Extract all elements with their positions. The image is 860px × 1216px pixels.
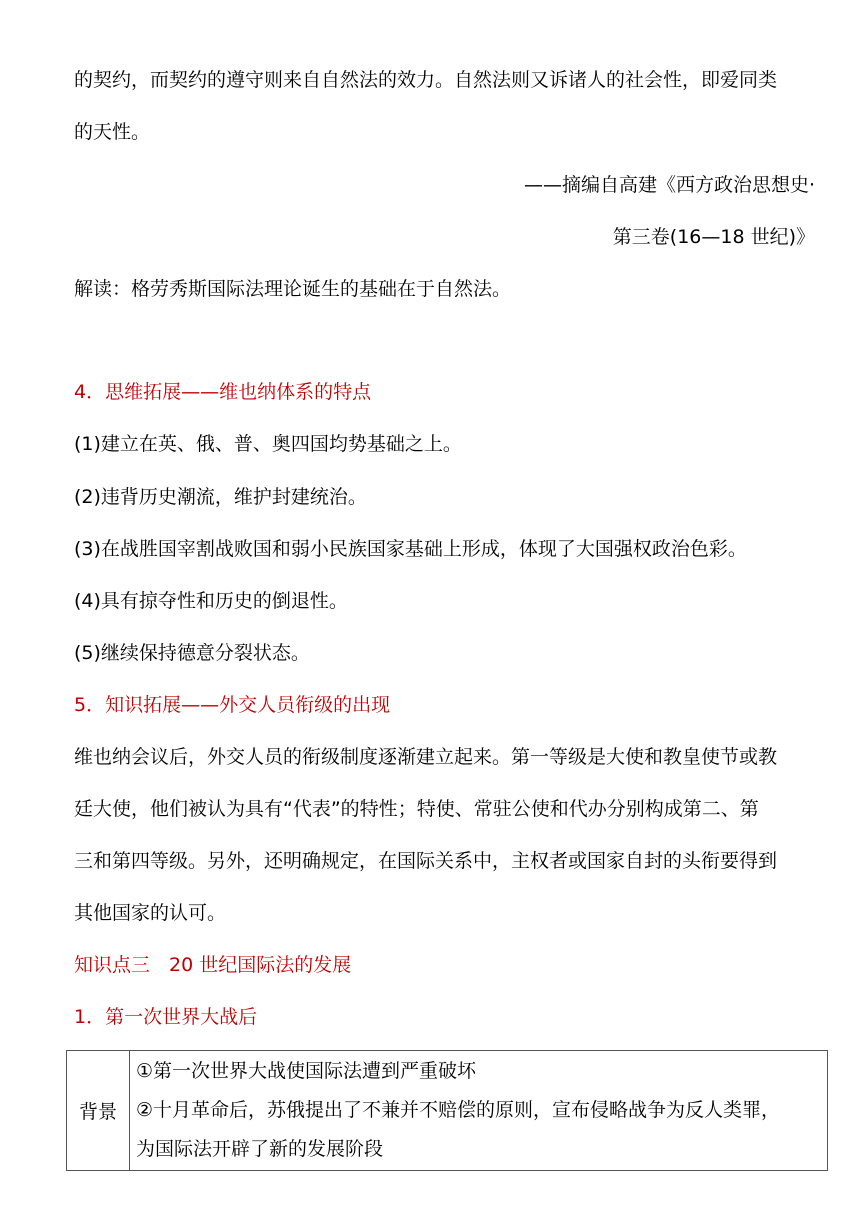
table-content-cell <box>130 1051 828 1171</box>
interpretation-text: 解读：格劳秀斯国际法理论诞生的基础在于自然法。 <box>74 278 512 300</box>
table-label-cell: 背景 <box>67 1051 130 1171</box>
section-4-item: (1)建立在英、俄、普、奥四国均势基础之上。 <box>74 433 462 455</box>
section-5-paragraph-line: 维也纳会议后，外交人员的衔级制度逐渐建立起来。第一等级是大使和教皇使节或教 <box>74 746 778 768</box>
section-5-paragraph-line: 三和第四等级。另外，还明确规定，在国际关系中，主权者或国家自封的头衔要得到 <box>74 850 778 872</box>
background-table <box>66 1050 828 1171</box>
citation-line-2: 第三卷(16—18 世纪)》 <box>612 226 815 248</box>
section-4-item: (5)继续保持德意分裂状态。 <box>74 642 310 664</box>
section-4-heading: 4．思维拓展——维也纳体系的特点 <box>74 381 372 403</box>
section-4-item: (3)在战胜国宰割战败国和弱小民族国家基础上形成，体现了大国强权政治色彩。 <box>74 538 747 560</box>
section-5-heading: 5．知识拓展——外交人员衔级的出现 <box>74 694 391 716</box>
knowledge-point-heading: 知识点三 20 世纪国际法的发展 <box>74 954 352 976</box>
citation-line-1: ——摘编自高建《西方政治思想史· <box>523 174 815 196</box>
section-5-paragraph-line: 其他国家的认可。 <box>74 902 227 924</box>
intro-line-1: 的契约，而契约的遵守则来自自然法的效力。自然法则又诉诸人的社会性，即爱同类 <box>74 69 778 91</box>
knowledge-point-subheading: 1．第一次世界大战后 <box>74 1006 258 1028</box>
table-content-line: ①第一次世界大战使国际法遭到严重破坏 <box>136 1060 477 1082</box>
section-4-item: (4)具有掠夺性和历史的倒退性。 <box>74 590 348 612</box>
intro-line-2: 的天性。 <box>74 121 151 143</box>
table-row <box>67 1051 828 1171</box>
table-content-line: 为国际法开辟了新的发展阶段 <box>136 1138 384 1160</box>
table-content-line: ②十月革命后，苏俄提出了不兼并不赔偿的原则，宣布侵略战争为反人类罪， <box>136 1099 781 1121</box>
section-4-item: (2)违背历史潮流，维护封建统治。 <box>74 486 367 508</box>
section-5-paragraph-line: 廷大使，他们被认为具有“代表”的特性；特使、常驻公使和代办分别构成第二、第 <box>74 798 759 820</box>
